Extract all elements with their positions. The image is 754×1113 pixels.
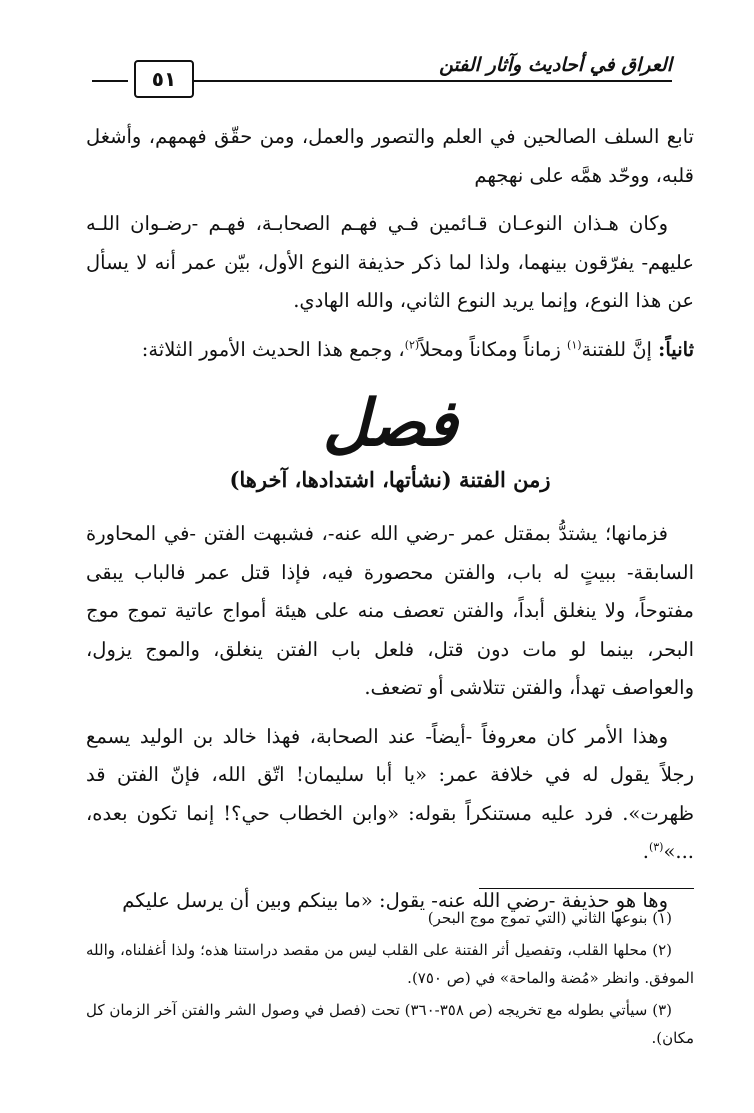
paragraph-1: تابع السلف الصالحين في العلم والتصور والعمل، ومن حقّق فهمهم، وأشغل قلبه، ووحّد همَّه على نهجهم <box>86 125 694 187</box>
running-title: العراق في أحاديث وآثار الفتن <box>431 54 672 76</box>
paragraph-lead: ثانياً: <box>658 337 694 361</box>
footnote-ref-2[interactable]: (٢) <box>404 338 420 351</box>
paragraph-3 <box>86 331 694 370</box>
paragraph-3-text-a: إنَّ للفتنة <box>581 337 652 361</box>
page-header <box>92 50 672 100</box>
paragraph-2: وكان هـذان النوعـان قـائمين فـي فهـم الصحابـة، فهـم -رضـوان اللـه عليهم- يفرّقون بينهما، ولذا لما ذكر حذيفة النوع الأول، بيّن عمر أنه لا يسأل عن هذا النوع، وإنما يريد النوع الثاني، والله الهادي. <box>86 212 694 312</box>
paragraph-6: وها هو حذيفة -رضي الله عنه- يقول: «ما بينكم وبين أن يرسل عليكم <box>122 888 668 912</box>
paragraph-4: فزمانها؛ يشتدُّ بمقتل عمر -رضي الله عنه-، فشبهت الفتن -في المحاورة السابقة- ببيتٍ له باب، والفتن محصورة فيه، فإذا قتل عمر فالباب يبقى مفتوحاً، ولا ينغلق أبداً، والفتن تعصف منه على هيئة أمواج عاتية تموج موج البحر، بينما لو مات دون قتل، فلعل باب الفتن ينغلق، والموج يزول، والعواصف تهدأ، والفتن تتلاشى أو تضعف. <box>86 522 694 699</box>
section-heading: فصل <box>322 386 458 461</box>
main-text <box>86 118 694 930</box>
paragraph-3-text-b: زماناً ومكاناً ومحلاً <box>419 337 561 361</box>
paragraph-5-text: وهذا الأمر كان معروفاً -أيضاً- عند الصحابة، فهذا خالد بن الوليد يسمع رجلاً يقول له في خلافة عمر: «يا أبا سليمان! اتّق الله، فإنّ الفتن قد ظهرت». فرد عليه مستنكراً بقوله: «وابن الخطاب حي؟! إنما تكون بعده، ...» <box>86 724 694 863</box>
footnotes <box>86 904 694 1056</box>
footnote-1: (١) بنوعها الثاني (التي تموج موج البحر) <box>427 909 672 927</box>
footnote-2: (٢) محلها القلب، وتفصيل أثر الفتنة على القلب ليس من مقصد دراستنا هذه؛ ولذا أغفلناه، والله الموفق. وانظر «مُضة والماحة» في (ص ٧٥٠). <box>86 941 694 987</box>
footnote-ref-1[interactable]: (١) <box>567 338 582 351</box>
footnote-separator <box>479 888 694 889</box>
header-rule <box>192 80 672 82</box>
page-number: ٥١ <box>134 60 194 98</box>
header-rule-left <box>92 80 128 82</box>
paragraph-5-end: . <box>642 840 649 863</box>
section-subtitle: زمن الفتنة (نشأتها، اشتدادها، آخرها) <box>229 467 551 492</box>
paragraph-5 <box>86 718 694 872</box>
paragraph-3-text-c: ، وجمع هذا الحديث الأمور الثلاثة: <box>141 337 405 361</box>
footnote-ref-3[interactable]: (٣) <box>648 840 664 854</box>
footnote-3: (٣) سيأتي بطوله مع تخريجه (ص ٣٥٨-٣٦٠) تحت (فصل في وصول الشر والفتن آخر الزمان كل مكان). <box>86 1001 694 1047</box>
